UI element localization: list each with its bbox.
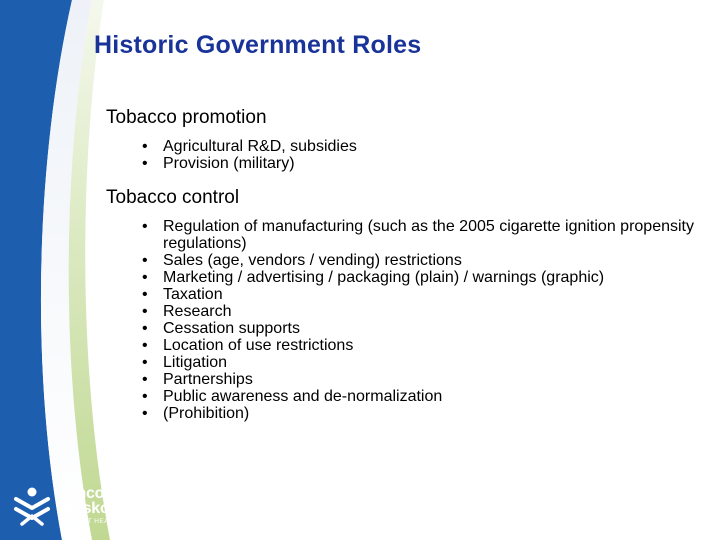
bullet-icon: • [142,252,148,269]
list-item-text: Public awareness and de-normalization [163,388,443,405]
bullet-icon: • [142,354,148,371]
list-item [106,405,706,422]
list-item [106,371,706,388]
bullet-icon: • [142,371,148,388]
bullet-icon: • [142,155,148,172]
list-item [106,218,706,252]
simcoe-muskoka-logo [12,486,142,526]
list-item [106,269,706,286]
list-item-text: Regulation of manufacturing (such as the 2005 cigarette ignition propensity regulations) [163,218,694,252]
list-item [106,138,706,155]
list-item [106,252,706,269]
bullet-icon: • [142,337,148,354]
bullet-icon: • [142,286,148,303]
logo-line2: muskoka [59,500,127,517]
list-item-text: Litigation [163,354,228,371]
slide-title: Historic Government Roles [94,31,422,59]
list-item-text: Marketing / advertising / packaging (plain) / warnings (graphic) [163,269,605,286]
promotion-list [106,138,706,172]
bullet-icon: • [142,218,148,235]
list-item-text: (Prohibition) [163,405,250,422]
list-item [106,388,706,405]
list-item-text: Cessation supports [163,320,300,337]
list-item-text: Agricultural R&D, subsidies [163,138,357,155]
list-item [106,320,706,337]
list-item [106,286,706,303]
list-item-text: Location of use restrictions [163,337,354,354]
list-item [106,155,706,172]
list-item-text: Taxation [163,286,223,303]
bullet-icon: • [142,269,148,286]
bullet-icon: • [142,320,148,337]
logo-line1: simcoe [59,485,113,502]
list-item [106,354,706,371]
list-item-text: Provision (military) [163,155,295,172]
section-heading-promotion: Tobacco promotion [106,107,267,128]
slide-content [106,106,706,422]
bullet-icon: • [142,388,148,405]
section-heading-control: Tobacco control [106,187,240,208]
bullet-icon: • [142,405,148,422]
logo-subtitle: DISTRICT HEALTH UNIT [59,518,141,525]
logo-figure-icon [12,486,52,526]
control-list [106,218,706,422]
list-item-text: Sales (age, vendors / vending) restrictions [163,252,462,269]
list-item-text: Research [163,303,232,320]
list-item-text: Partnerships [163,371,253,388]
list-item [106,303,706,320]
bullet-icon: • [142,138,148,155]
bullet-icon: • [142,303,148,320]
list-item [106,337,706,354]
